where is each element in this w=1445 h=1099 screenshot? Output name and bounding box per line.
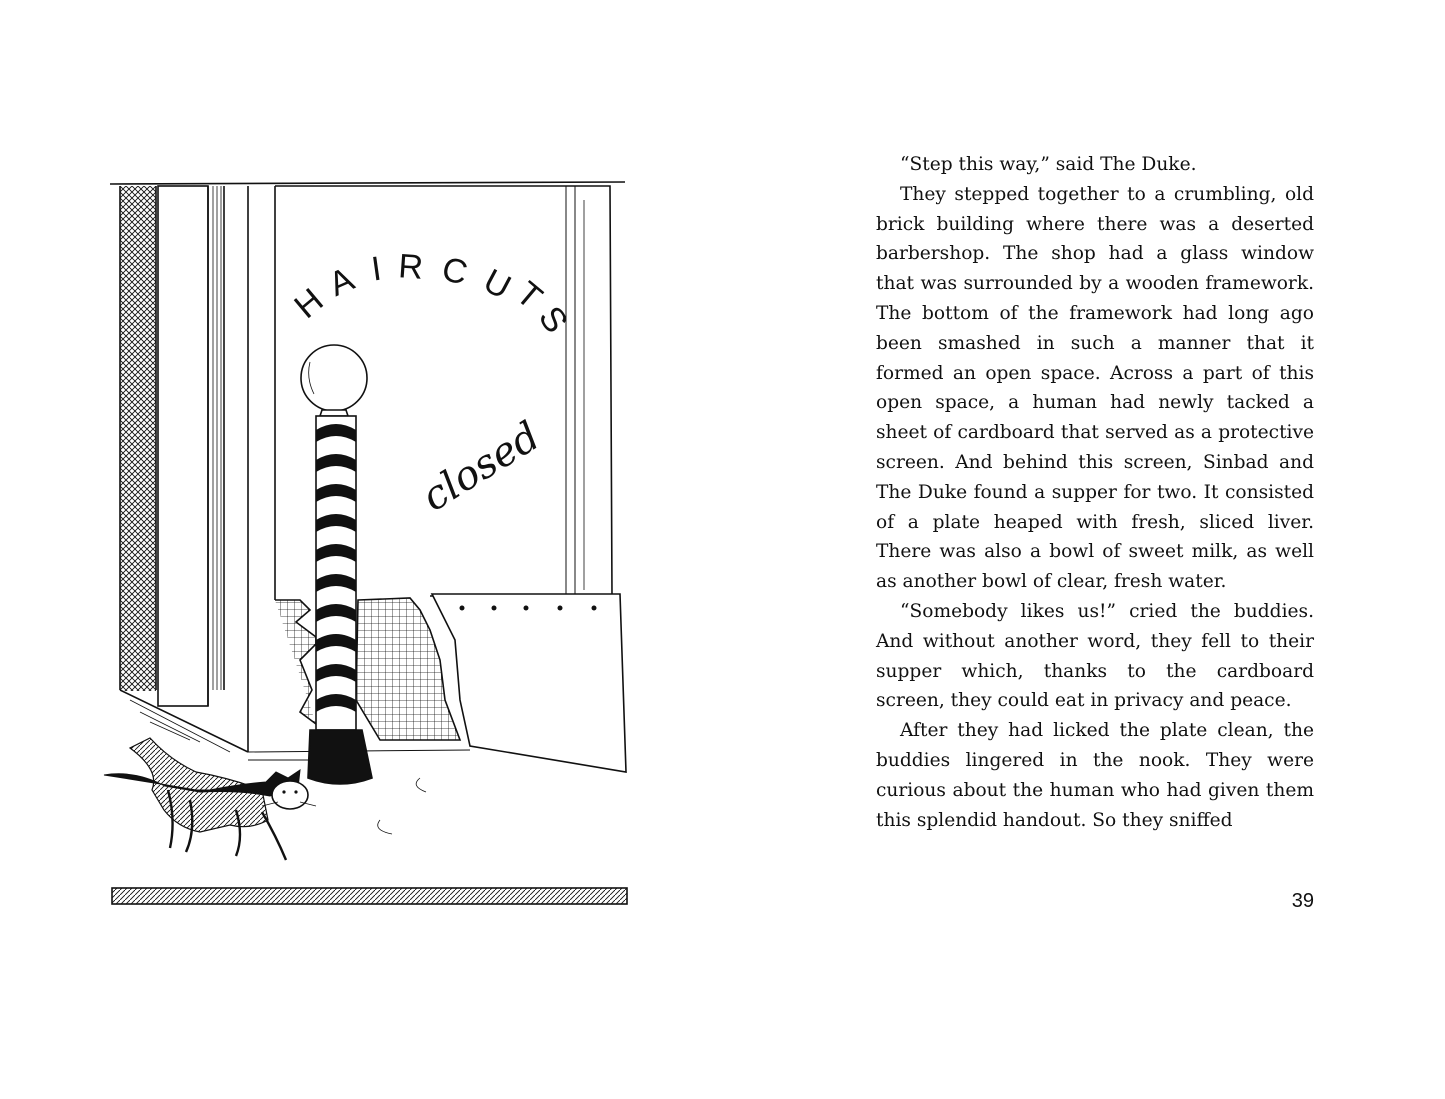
sign-letter: A [323,259,360,304]
sign-letter: S [530,299,576,340]
barbershop-illustration [100,176,635,911]
paragraph: “Step this way,” said The Duke. [900,154,1197,175]
sign-letter: R [397,247,425,287]
paragraph: “Somebody likes us!” cried the buddies. And without another word, they fell to their supper which, thanks to the cardboard screen, they could eat in privacy and peace. [876,600,1314,712]
sign-letter: U [477,261,517,307]
sign-letter: H [287,281,331,327]
page-text [876,150,1314,835]
closed-sign: closed [414,413,549,521]
paragraph: They stepped together to a crumbling, old brick building where there was a deserted barbershop. The shop had a glass window that was surrounded by a wooden framework. The bottom of the framework had long ago been smashed in such a manner that it formed an open space. Across a part of this open space, a human had newly tacked a sheet of cardboard that served as a protective screen. And behind this screen, Sinbad and The Duke found a supper for two. It consisted of a plate heaped with fresh, sliced liver. There was also a bowl of sweet milk, as well as another bowl of clear, fresh water. [876,183,1314,593]
sign-letter: C [438,249,472,293]
sign-letter: T [508,274,550,317]
sign-letter: I [369,249,384,289]
page-number: 39 [1291,890,1314,912]
paragraph: After they had licked the plate clean, the buddies lingered in the nook. They were curious about the human who had given them this splendid handout. So they sniffed [876,720,1314,831]
